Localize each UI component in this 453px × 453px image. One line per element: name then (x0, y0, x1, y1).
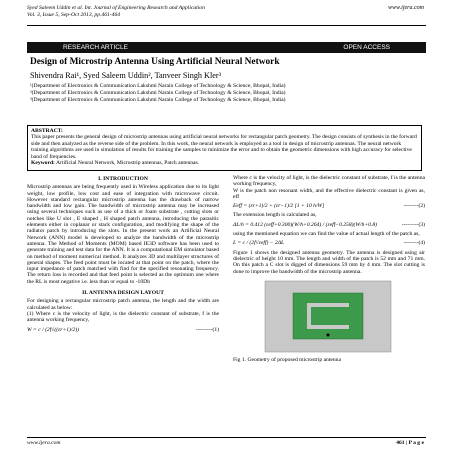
abstract-text: This paper presents the general design of microstrip antennas using artificial neural networks for rectangular patch geometry. The design consists of synthesis in the forward side and then analyzed as the reverse side of the problem. In this work, the neural network is employed as a tool in design of microstrip antennas. The neural network training algorithms are used in simulation of results for training the samples to minimize the error and to obtain the geometric dimensions with high accuracy for selective band of frequencies. (31, 134, 417, 160)
right-column (233, 175, 425, 363)
footer-website-link[interactable]: www.ijera.com (27, 440, 61, 446)
figure-caption: Fig 1. Geometry of proposed microstrip antenna (233, 356, 341, 363)
col2-top-text: Where c is the velocity of light, is the dielectric constant of substrate, f is the antenna working frequency, (233, 175, 425, 188)
feed-point (327, 333, 330, 336)
equation-1-text: W = c / (2f√((εr+1)/2)) (27, 326, 79, 333)
antenna-geometry-svg (263, 279, 393, 354)
equation-1-number: ---------(1) (195, 326, 219, 333)
equation-1 (27, 327, 219, 333)
equation-2-text: Eeff = (εr+1)/2 + (εr−1)/2 [1 + 10 h/W] (233, 203, 325, 210)
equation-4-text: L = c / (2f√εeff) − 2ΔL (233, 240, 285, 247)
design-text: For designing a rectangular microstrip patch antenna, the length and the width are calculated as below: (27, 298, 219, 311)
intro-text: Microstrip antennas are being frequently used in Wireless application due to its light weight, low profile, low cost and ease of integration with microwave circuit. However standard rectangular microstrip antenna has the drawback of narrow bandwidth and low gain. The bandwidth of microstrip antenna may be increased using several techniques such as use of a thick or foam substrate , cutting slots or notches like U slot , E shaped , H shaped patch antenna, introducing the parasitic elements either in coplanar or stack configuration, and modifying the shape of the radiator patch by introducing the slots. In the present work an Artificial Neural Network (ANN) model is developed to analyze the bandwidth of the microstrip antenna. The Method of Moments (MOM) based IE3D software has been used to generate training and test data for the ANN. It is a computational EM simulator based on method of moment numerical method. It analyzes 3D and multilayer structures of general shapes. The feed point must be located at that point on the patch, where the input impedance of patch matched with find for the specified resonating frequency. The return loss is recorded and that feed point is selected as the optimum one where the RL is most negative i.e. less than or equal to -10Db (27, 184, 219, 285)
equation-2 (233, 203, 425, 209)
intro-heading: I. INTRODUCTION (98, 176, 148, 182)
left-column (27, 175, 219, 336)
keywords-text: Artificial Neural Network, Microstrip antennas, Patch antennas. (56, 160, 200, 167)
affiliation-1: ¹(Department of Electronics & Communication Lakshmi Narain College of Technology & Science, Bhopal, India) (30, 83, 286, 89)
banner-research-article: RESEARCH ARTICLE (63, 44, 128, 51)
design-item: (1) Where c is the velocity of light, is the dielectric constant of substrate, f is the antenna working frequency, (27, 310, 219, 324)
affiliation-3: ³(Department of Electronics & Communication Lakshmi Narain College of Technology & Science, Bhopal, India) (30, 97, 286, 103)
affiliation-2: ²(Department of Electronics & Communication Lakshmi Narain College of Technology & Science, Bhopal, India) (30, 90, 286, 96)
abstract-box (27, 125, 422, 171)
design-heading: II. ANTENNA DESIGN LAYOUT (82, 290, 164, 297)
col2-w-text: W is the patch non resonant width, and the effective dielectric constant is given as, eff (233, 187, 425, 200)
method-text: using the mentioned equation we can find the value of actual length of the patch as, (233, 231, 420, 238)
paper-authors: Shivendra Rai¹, Syed Saleem Uddin², Tanveer Singh Kler³ (30, 71, 222, 80)
patch-radiator (293, 293, 363, 339)
equation-4 (233, 240, 425, 246)
equation-2-number: --------(2) (403, 203, 425, 210)
figure-description: Figure 1 shows the designed antenna geometry. The antenna is designed using air dielectric of height 10 mm. The length and width of the patch is 52 mm and 71 mm. On this patch a C slot is digged of dimensions 59 mm by 4 mm. The slot cutting is done to improve the bandwidth of the microstrip antenna. (233, 249, 425, 275)
banner-open-access: OPEN ACCESS (343, 44, 390, 51)
extension-text: The extension length is calculated as, (233, 212, 317, 219)
keywords-label: Keyword: (31, 160, 55, 167)
antenna-geometry-figure (263, 279, 393, 354)
affiliations (30, 83, 430, 104)
article-banner (27, 42, 426, 53)
equation-3-text: ΔL/h = 0.412 (εeff+0.300)(W/h+0.264) / (εeff−0.258)(W/h+0.8) (233, 221, 378, 228)
footer-divider (27, 437, 426, 438)
journal-citation (27, 5, 357, 19)
equation-3-number: ---------(3) (401, 221, 425, 228)
header-website-link[interactable]: www.ijera.com (388, 5, 424, 11)
equation-3 (233, 222, 425, 228)
header-divider (27, 25, 426, 26)
equation-4-number: --------(4) (403, 240, 425, 247)
abstract-heading: ABSTRACT: (31, 128, 63, 134)
page-number: 461 | P a g e (396, 440, 424, 446)
paper-title: Design of Microstrip Antenna Using Artificial Neural Network (30, 57, 280, 67)
citation-line-1: Syed Saleem Uddin et al. Int. Journal of Engineering Research and Application (27, 5, 205, 11)
citation-line-2: Vol. 3, Issue 5, Sep-Oct 2013, pp.461-464 (27, 12, 121, 18)
